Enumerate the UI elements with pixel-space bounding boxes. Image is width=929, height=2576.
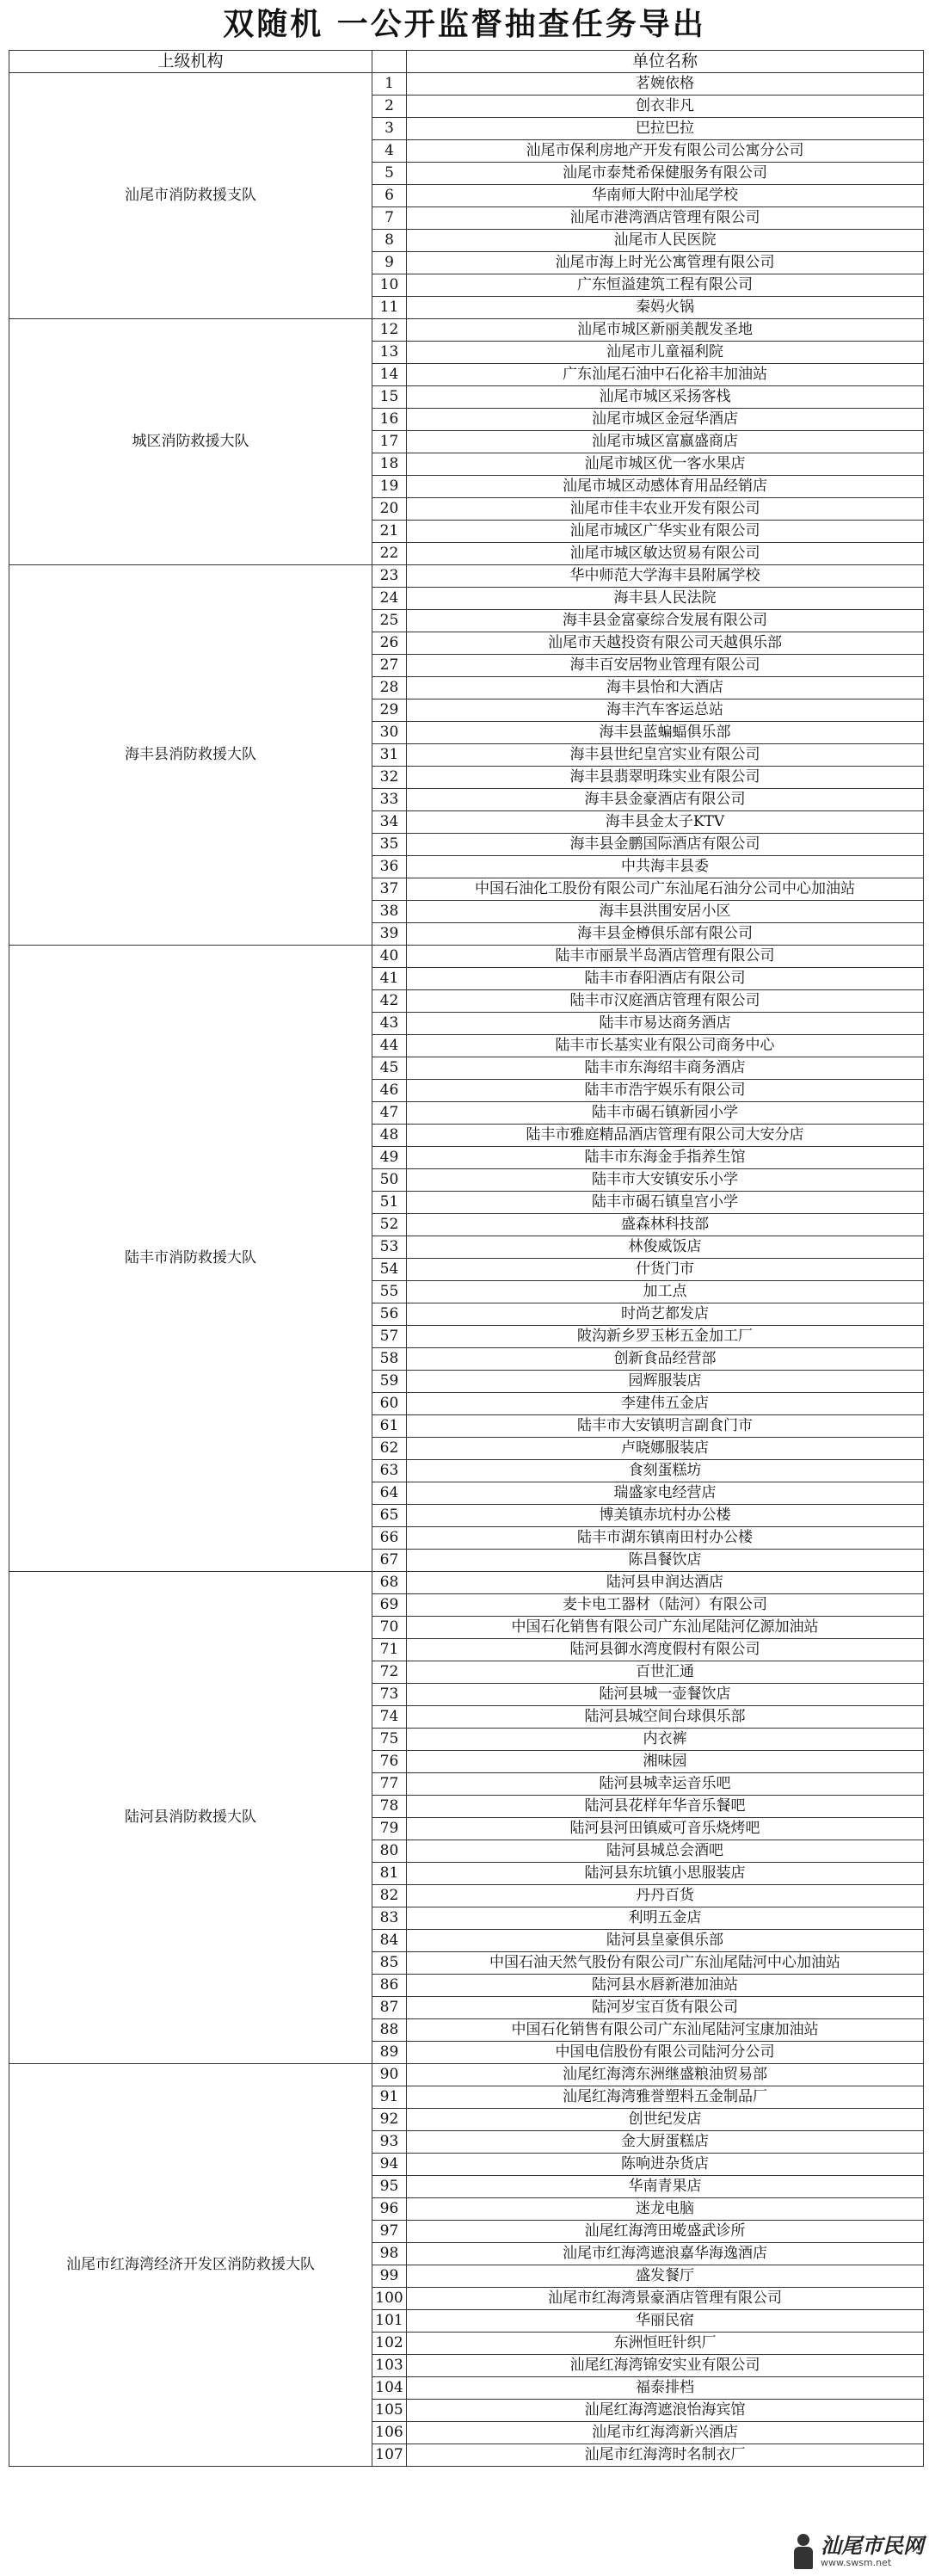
- index-cell: 8: [372, 230, 407, 252]
- unit-name-cell: 汕尾市港湾酒店管理有限公司: [407, 207, 924, 230]
- index-cell: 102: [372, 2333, 407, 2355]
- unit-name-cell: 陆丰市雅庭精品酒店管理有限公司大安分店: [407, 1125, 924, 1147]
- index-cell: 87: [372, 1997, 407, 2019]
- table-row: [9, 565, 924, 588]
- unit-name-cell: 海丰县金富豪综合发展有限公司: [407, 610, 924, 632]
- table-body: [9, 73, 924, 2467]
- index-cell: 1: [372, 73, 407, 96]
- task-table: [9, 50, 924, 2467]
- unit-name-cell: 陈响进杂货店: [407, 2154, 924, 2176]
- index-cell: 79: [372, 1818, 407, 1840]
- index-cell: 26: [372, 632, 407, 655]
- index-cell: 62: [372, 1438, 407, 1460]
- unit-name-cell: 加工点: [407, 1281, 924, 1303]
- unit-name-cell: 汕尾红海湾田墘盛武诊所: [407, 2221, 924, 2243]
- unit-name-cell: 中国石化销售有限公司广东汕尾陆河亿源加油站: [407, 1617, 924, 1639]
- index-cell: 104: [372, 2377, 407, 2400]
- unit-name-cell: 华中师范大学海丰县附属学校: [407, 565, 924, 588]
- watermark: [786, 2531, 924, 2571]
- unit-name-cell: 瑞盛家电经营店: [407, 1482, 924, 1505]
- unit-name-cell: 陆丰市易达商务酒店: [407, 1013, 924, 1035]
- unit-name-cell: 汕尾市天越投资有限公司天越俱乐部: [407, 632, 924, 655]
- index-cell: 16: [372, 409, 407, 431]
- unit-name-cell: 海丰县洪围安居小区: [407, 901, 924, 923]
- index-cell: 4: [372, 140, 407, 163]
- index-cell: 19: [372, 476, 407, 498]
- unit-name-cell: 汕尾市佳丰农业开发有限公司: [407, 498, 924, 521]
- unit-name-cell: 华南师大附中汕尾学校: [407, 185, 924, 207]
- unit-name-cell: 创新食品经营部: [407, 1348, 924, 1371]
- index-cell: 27: [372, 655, 407, 677]
- index-cell: 41: [372, 968, 407, 990]
- unit-name-cell: 汕尾市城区优一客水果店: [407, 453, 924, 476]
- unit-name-cell: 陆河县东坑镇小思服装店: [407, 1863, 924, 1885]
- unit-name-cell: 迷龙电脑: [407, 2198, 924, 2221]
- unit-name-cell: 汕尾红海湾东洲继盛粮油贸易部: [407, 2064, 924, 2086]
- unit-name-cell: 陆河县城一壶餐饮店: [407, 1684, 924, 1706]
- unit-name-cell: 陈昌餐饮店: [407, 1550, 924, 1572]
- unit-name-cell: 陆丰市东海绍丰商务酒店: [407, 1057, 924, 1080]
- parent-org-cell: 陆河县消防救援大队: [9, 1572, 372, 2064]
- unit-name-cell: 汕尾市儿童福利院: [407, 342, 924, 364]
- index-cell: 65: [372, 1505, 407, 1527]
- unit-name-cell: 陆丰市湖东镇南田村办公楼: [407, 1527, 924, 1550]
- index-cell: 31: [372, 744, 407, 767]
- unit-name-cell: 海丰百安居物业管理有限公司: [407, 655, 924, 677]
- unit-name-cell: 陆丰市碣石镇皇宫小学: [407, 1192, 924, 1214]
- index-cell: 58: [372, 1348, 407, 1371]
- unit-name-cell: 汕尾市城区采扬客栈: [407, 386, 924, 409]
- unit-name-cell: 陆河县水唇新港加油站: [407, 1975, 924, 1997]
- index-cell: 96: [372, 2198, 407, 2221]
- unit-name-cell: 中国石油天然气股份有限公司广东汕尾陆河中心加油站: [407, 1952, 924, 1975]
- unit-name-cell: 湘味园: [407, 1751, 924, 1773]
- unit-name-cell: 中共海丰县委: [407, 856, 924, 878]
- unit-name-cell: 创世纪发店: [407, 2109, 924, 2131]
- unit-name-cell: 丹丹百货: [407, 1885, 924, 1907]
- unit-name-cell: 广东恒溢建筑工程有限公司: [407, 274, 924, 297]
- index-cell: 39: [372, 923, 407, 946]
- index-cell: 89: [372, 2042, 407, 2064]
- unit-name-cell: 汕尾红海湾遮浪怡海宾馆: [407, 2400, 924, 2422]
- index-cell: 23: [372, 565, 407, 588]
- unit-name-cell: 汕尾市城区敏达贸易有限公司: [407, 543, 924, 565]
- index-cell: 24: [372, 588, 407, 610]
- index-cell: 78: [372, 1796, 407, 1818]
- index-cell: 46: [372, 1080, 407, 1102]
- unit-name-cell: 陆丰市丽景半岛酒店管理有限公司: [407, 946, 924, 968]
- index-cell: 3: [372, 118, 407, 140]
- unit-name-cell: 海丰县金樽俱乐部有限公司: [407, 923, 924, 946]
- index-cell: 105: [372, 2400, 407, 2422]
- unit-name-cell: 中国石油化工股份有限公司广东汕尾石油分公司中心加油站: [407, 878, 924, 901]
- unit-name-cell: 陆河县皇豪俱乐部: [407, 1930, 924, 1952]
- unit-name-cell: 巴拉巴拉: [407, 118, 924, 140]
- unit-name-cell: 汕尾市城区动感体育用品经销店: [407, 476, 924, 498]
- index-cell: 48: [372, 1125, 407, 1147]
- index-cell: 66: [372, 1527, 407, 1550]
- index-cell: 20: [372, 498, 407, 521]
- unit-name-cell: 汕尾市城区富嬴盛商店: [407, 431, 924, 453]
- unit-name-cell: 陆河县御水湾度假村有限公司: [407, 1639, 924, 1661]
- index-cell: 83: [372, 1907, 407, 1930]
- unit-name-cell: 汕尾红海湾雅誉塑料五金制品厂: [407, 2086, 924, 2109]
- unit-name-cell: 海丰县怡和大酒店: [407, 677, 924, 699]
- index-cell: 21: [372, 521, 407, 543]
- unit-name-cell: 博美镇赤坑村办公楼: [407, 1505, 924, 1527]
- unit-name-cell: 秦妈火锅: [407, 297, 924, 319]
- index-cell: 52: [372, 1214, 407, 1236]
- index-cell: 107: [372, 2444, 407, 2467]
- index-cell: 106: [372, 2422, 407, 2444]
- index-cell: 61: [372, 1415, 407, 1438]
- unit-name-cell: 茗婉依格: [407, 73, 924, 96]
- index-cell: 29: [372, 699, 407, 722]
- unit-name-cell: 陆河县城总会酒吧: [407, 1840, 924, 1863]
- parent-org-cell: 城区消防救援大队: [9, 319, 372, 565]
- index-cell: 86: [372, 1975, 407, 1997]
- unit-name-cell: 陆丰市浩宇娱乐有限公司: [407, 1080, 924, 1102]
- index-cell: 100: [372, 2288, 407, 2310]
- unit-name-cell: 创衣非凡: [407, 96, 924, 118]
- index-cell: 93: [372, 2131, 407, 2154]
- index-cell: 10: [372, 274, 407, 297]
- parent-org-cell: 陆丰市消防救援大队: [9, 946, 372, 1572]
- index-cell: 97: [372, 2221, 407, 2243]
- person-silhouette-icon: [786, 2532, 821, 2570]
- unit-name-cell: 卢晓娜服装店: [407, 1438, 924, 1460]
- unit-name-cell: 汕尾市红海湾时名制衣厂: [407, 2444, 924, 2467]
- parent-org-cell: 汕尾市消防救援支队: [9, 73, 372, 319]
- table-row: [9, 2064, 924, 2086]
- unit-name-cell: 汕尾市红海湾遮浪嘉华海逸酒店: [407, 2243, 924, 2265]
- unit-name-cell: 盛森林科技部: [407, 1214, 924, 1236]
- index-cell: 98: [372, 2243, 407, 2265]
- index-cell: 42: [372, 990, 407, 1013]
- index-cell: 63: [372, 1460, 407, 1482]
- index-cell: 32: [372, 767, 407, 789]
- index-cell: 54: [372, 1259, 407, 1281]
- header-index: [372, 51, 407, 73]
- unit-name-cell: 中国电信股份有限公司陆河分公司: [407, 2042, 924, 2064]
- unit-name-cell: 汕尾市城区广华实业有限公司: [407, 521, 924, 543]
- index-cell: 91: [372, 2086, 407, 2109]
- index-cell: 81: [372, 1863, 407, 1885]
- table-header-row: [9, 51, 924, 73]
- unit-name-cell: 海丰县人民法院: [407, 588, 924, 610]
- index-cell: 44: [372, 1035, 407, 1057]
- index-cell: 84: [372, 1930, 407, 1952]
- index-cell: 2: [372, 96, 407, 118]
- unit-name-cell: 麦卡电工器材（陆河）有限公司: [407, 1594, 924, 1617]
- unit-name-cell: 汕尾市人民医院: [407, 230, 924, 252]
- parent-org-cell: 海丰县消防救援大队: [9, 565, 372, 946]
- index-cell: 14: [372, 364, 407, 386]
- index-cell: 55: [372, 1281, 407, 1303]
- index-cell: 71: [372, 1639, 407, 1661]
- index-cell: 37: [372, 878, 407, 901]
- unit-name-cell: 陆河县花样年华音乐餐吧: [407, 1796, 924, 1818]
- index-cell: 64: [372, 1482, 407, 1505]
- unit-name-cell: 海丰县世纪皇宫实业有限公司: [407, 744, 924, 767]
- unit-name-cell: 时尚艺都发店: [407, 1303, 924, 1326]
- unit-name-cell: 汕尾市海上时光公寓管理有限公司: [407, 252, 924, 274]
- index-cell: 47: [372, 1102, 407, 1125]
- index-cell: 49: [372, 1147, 407, 1169]
- index-cell: 90: [372, 2064, 407, 2086]
- index-cell: 60: [372, 1393, 407, 1415]
- unit-name-cell: 利明五金店: [407, 1907, 924, 1930]
- index-cell: 67: [372, 1550, 407, 1572]
- index-cell: 59: [372, 1371, 407, 1393]
- index-cell: 82: [372, 1885, 407, 1907]
- header-parent-org: 上级机构: [9, 51, 372, 73]
- index-cell: 88: [372, 2019, 407, 2042]
- unit-name-cell: 汕尾市保利房地产开发有限公司公寓分公司: [407, 140, 924, 163]
- unit-name-cell: 汕尾市泰梵希保健服务有限公司: [407, 163, 924, 185]
- index-cell: 28: [372, 677, 407, 699]
- index-cell: 51: [372, 1192, 407, 1214]
- parent-org-cell: 汕尾市红海湾经济开发区消防救援大队: [9, 2064, 372, 2467]
- unit-name-cell: 海丰县翡翠明珠实业有限公司: [407, 767, 924, 789]
- index-cell: 85: [372, 1952, 407, 1975]
- unit-name-cell: 食刻蛋糕坊: [407, 1460, 924, 1482]
- index-cell: 57: [372, 1326, 407, 1348]
- index-cell: 36: [372, 856, 407, 878]
- unit-name-cell: 陆丰市春阳酒店有限公司: [407, 968, 924, 990]
- index-cell: 38: [372, 901, 407, 923]
- unit-name-cell: 陆丰市汉庭酒店管理有限公司: [407, 990, 924, 1013]
- unit-name-cell: 汕尾市城区金冠华酒店: [407, 409, 924, 431]
- index-cell: 69: [372, 1594, 407, 1617]
- unit-name-cell: 什货门市: [407, 1259, 924, 1281]
- unit-name-cell: 金大厨蛋糕店: [407, 2131, 924, 2154]
- unit-name-cell: 内衣裤: [407, 1729, 924, 1751]
- index-cell: 18: [372, 453, 407, 476]
- unit-name-cell: 盛发餐厅: [407, 2265, 924, 2288]
- index-cell: 70: [372, 1617, 407, 1639]
- unit-name-cell: 李建伟五金店: [407, 1393, 924, 1415]
- unit-name-cell: 华丽民宿: [407, 2310, 924, 2333]
- page-title: 双随机 一公开监督抽查任务导出: [223, 7, 706, 42]
- unit-name-cell: 海丰县金豪酒店有限公司: [407, 789, 924, 811]
- index-cell: 9: [372, 252, 407, 274]
- index-cell: 6: [372, 185, 407, 207]
- index-cell: 56: [372, 1303, 407, 1326]
- index-cell: 35: [372, 834, 407, 856]
- index-cell: 75: [372, 1729, 407, 1751]
- unit-name-cell: 园辉服装店: [407, 1371, 924, 1393]
- index-cell: 92: [372, 2109, 407, 2131]
- index-cell: 74: [372, 1706, 407, 1729]
- unit-name-cell: 海丰县蓝蝙蝠俱乐部: [407, 722, 924, 744]
- index-cell: 45: [372, 1057, 407, 1080]
- unit-name-cell: 福泰排档: [407, 2377, 924, 2400]
- table-row: [9, 73, 924, 96]
- header-unit-name: 单位名称: [407, 51, 924, 73]
- index-cell: 15: [372, 386, 407, 409]
- unit-name-cell: 陆河县城空间台球俱乐部: [407, 1706, 924, 1729]
- unit-name-cell: 华南青果店: [407, 2176, 924, 2198]
- index-cell: 33: [372, 789, 407, 811]
- index-cell: 68: [372, 1572, 407, 1594]
- index-cell: 101: [372, 2310, 407, 2333]
- index-cell: 30: [372, 722, 407, 744]
- index-cell: 12: [372, 319, 407, 342]
- index-cell: 25: [372, 610, 407, 632]
- unit-name-cell: 陆河县城幸运音乐吧: [407, 1773, 924, 1796]
- index-cell: 43: [372, 1013, 407, 1035]
- index-cell: 73: [372, 1684, 407, 1706]
- watermark-name: 汕尾市民网: [821, 2533, 924, 2558]
- unit-name-cell: 海丰汽车客运总站: [407, 699, 924, 722]
- unit-name-cell: 东洲恒旺针织厂: [407, 2333, 924, 2355]
- index-cell: 95: [372, 2176, 407, 2198]
- unit-name-cell: 海丰县金太子KTV: [407, 811, 924, 834]
- unit-name-cell: 陆丰市东海金手指养生馆: [407, 1147, 924, 1169]
- unit-name-cell: 陆丰市碣石镇新园小学: [407, 1102, 924, 1125]
- table-row: [9, 946, 924, 968]
- unit-name-cell: 林俊威饭店: [407, 1236, 924, 1259]
- index-cell: 53: [372, 1236, 407, 1259]
- index-cell: 76: [372, 1751, 407, 1773]
- index-cell: 50: [372, 1169, 407, 1192]
- index-cell: 22: [372, 543, 407, 565]
- unit-name-cell: 汕尾市红海湾景豪酒店管理有限公司: [407, 2288, 924, 2310]
- watermark-url: www.swsm.net: [821, 2557, 892, 2568]
- index-cell: 77: [372, 1773, 407, 1796]
- unit-name-cell: 广东汕尾石油中石化裕丰加油站: [407, 364, 924, 386]
- index-cell: 17: [372, 431, 407, 453]
- table-row: [9, 1572, 924, 1594]
- unit-name-cell: 陆河县河田镇威可音乐烧烤吧: [407, 1818, 924, 1840]
- index-cell: 80: [372, 1840, 407, 1863]
- unit-name-cell: 陂沟新乡罗玉彬五金加工厂: [407, 1326, 924, 1348]
- index-cell: 5: [372, 163, 407, 185]
- unit-name-cell: 汕尾市城区新丽美靓发圣地: [407, 319, 924, 342]
- unit-name-cell: 陆河岁宝百货有限公司: [407, 1997, 924, 2019]
- unit-name-cell: 中国石化销售有限公司广东汕尾陆河宝康加油站: [407, 2019, 924, 2042]
- index-cell: 40: [372, 946, 407, 968]
- index-cell: 11: [372, 297, 407, 319]
- unit-name-cell: 陆丰市长基实业有限公司商务中心: [407, 1035, 924, 1057]
- table-row: [9, 319, 924, 342]
- index-cell: 72: [372, 1661, 407, 1684]
- unit-name-cell: 汕尾市红海湾新兴酒店: [407, 2422, 924, 2444]
- unit-name-cell: 百世汇通: [407, 1661, 924, 1684]
- index-cell: 99: [372, 2265, 407, 2288]
- index-cell: 13: [372, 342, 407, 364]
- unit-name-cell: 海丰县金鹏国际酒店有限公司: [407, 834, 924, 856]
- unit-name-cell: 汕尾红海湾锦安实业有限公司: [407, 2355, 924, 2377]
- index-cell: 94: [372, 2154, 407, 2176]
- unit-name-cell: 陆河县申润达酒店: [407, 1572, 924, 1594]
- index-cell: 103: [372, 2355, 407, 2377]
- unit-name-cell: 陆丰市大安镇明言副食门市: [407, 1415, 924, 1438]
- index-cell: 7: [372, 207, 407, 230]
- index-cell: 34: [372, 811, 407, 834]
- unit-name-cell: 陆丰市大安镇安乐小学: [407, 1169, 924, 1192]
